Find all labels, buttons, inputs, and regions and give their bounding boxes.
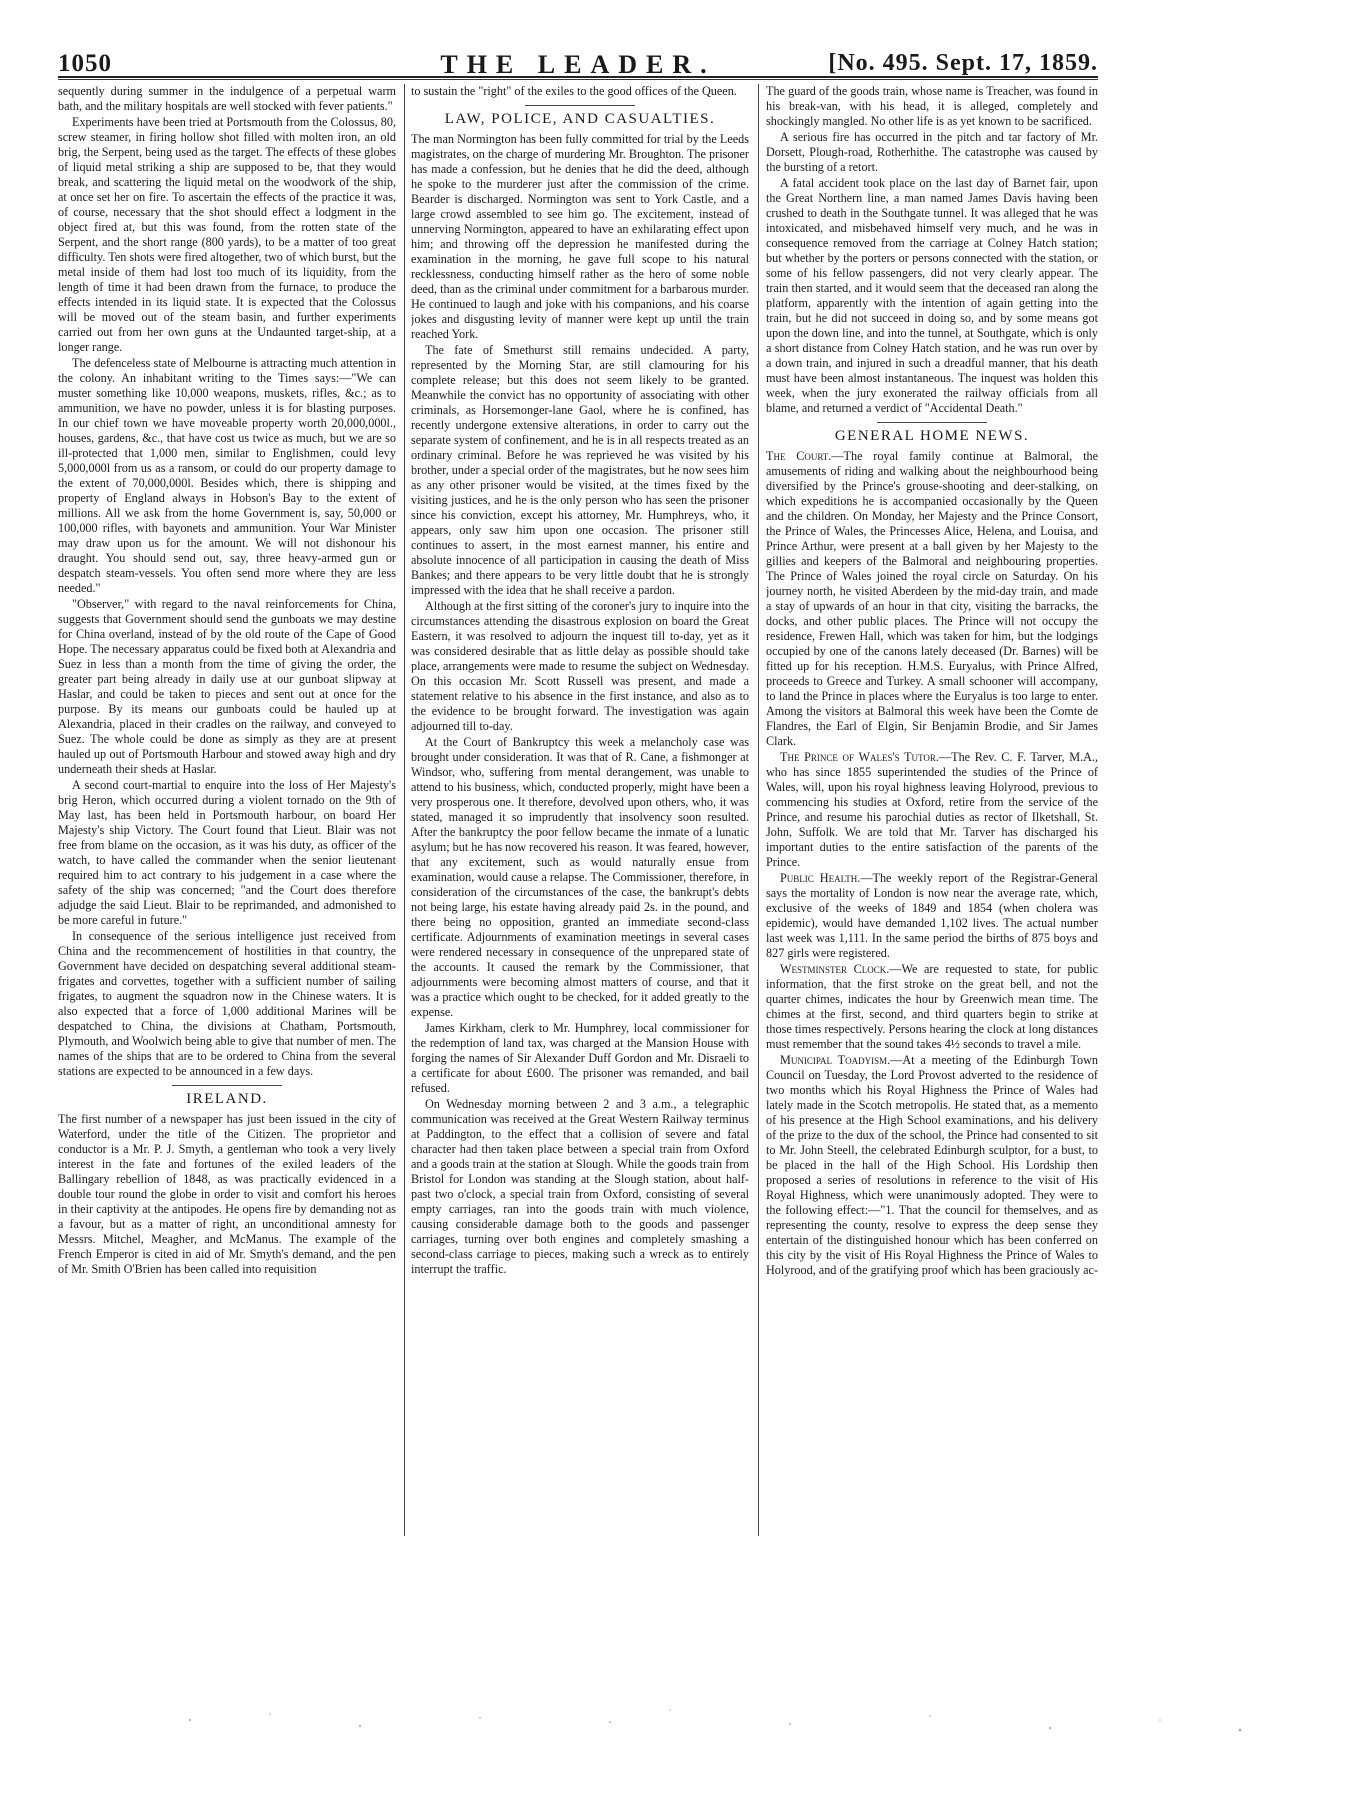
paragraph: "Observer," with regard to the naval reinforcements for China, suggests that Government should send the gunboats we may destine for China overland, instead of by the old route of the Cape of Good Hope. The necessary apparatus could be fixed both at Alexandria and Suez in less than a month from the time of giving the order, the greater part being already in daily use at our gunboat slipway at Haslar, and could be taken to pieces and sent out at once for the purpose. By its means our gunboats could be hauled up at Alexandria, placed in their cradles on the railway, and conveyed to Suez. The whole could be done as simply as they are at present hauled up out of Portsmouth Harbour and stowed away high and dry underneath their sheds at Haslar. — [58, 597, 396, 776]
paragraph: The defenceless state of Melbourne is attracting much attention in the colony. An inhabitant writing to the Times says:—"We can muster something like 10,000 weapons, muskets, rifles, &c.; as to ammunition, we have no powder, unless it is for blasting purposes. In our chief town we have moveable property worth 20,000,000l., houses, gardens, &c., that have cost us twice as much, but we are so ill-protected that 1,000 men, similar to Englishmen, could levy 5,000,000l from us as a ransom, or could do our property damage to the extent of 70,000,000l. Besides which, there is shipping and property of England always in Hobson's Bay to the extent of millions. All we ask from the home Government is, say, 50,000 or 100,000 rifles, with bayonets and ammunition. Your War Minister may draw upon us for the amount. We will not dishonour his draught. You should send out, say, three heavy-armed gun or despatch steam-vessels. You often send more where they are less needed." — [58, 356, 396, 595]
paragraph-body: —We are requested to state, for public information, that the first stroke on the great bell, and not the quarter chimes, indicates the hour by Greenwich mean time. The chimes at the first, second, and third quarters begin to strike at those times respectively. Persons hearing the clock at long distances must remember that the sound takes 4½ seconds to travel a mile. — [766, 962, 1098, 1051]
paragraph: Experiments have been tried at Portsmouth from the Colossus, 80, screw steamer, in firing hollow shot filled with molten iron, an old brig, the Serpent, being used as the target. The effects of these globes of liquid metal striking a ship are supposed to be, that they would break, and scattering the liquid metal on the woodwork of the ship, at once set her on fire. To ascertain the effects of the practice it was, of course, necessary that the shot should effect a lodgment in the object fired at, but this was found, from the rotten state of the Serpent, and the short range (800 yards), to be a matter of too great difficulty. Ten shots were fired altogether, two of which burst, but the metal inside of them had lost too much of its liquidity, from the length of time it had been drawn from the furnace, to produce the effects intended in its liquid state. It is expected that the Colossus will be moved out of the steam basin, and further experiments carried out from her own guns at the Undaunted target-ship, at a longer range. — [58, 115, 396, 354]
paragraph — [766, 1053, 1098, 1278]
column-3 — [766, 84, 1098, 1574]
paragraph: The guard of the goods train, whose name is Treacher, was found in his break-van, with his head, it is alleged, completely and shockingly mangled. No other life is as yet known to be sacrificed. — [766, 84, 1098, 128]
section-rule — [525, 105, 635, 106]
newspaper-title: THE LEADER. — [440, 50, 716, 79]
page-number: 1050 — [58, 50, 112, 77]
scan-noise — [150, 1700, 1300, 1740]
section-rule — [172, 1085, 282, 1086]
paragraph: A second court-martial to enquire into the loss of Her Majesty's brig Heron, which occurred during a violent tornado on the 9th of May last, has been held in Portsmouth harbour, on board Her Majesty's ship Victory. The Court found that Lieut. Blair was not free from blame on the occasion, as it was his duty, as officer of the watch, to have called the commander when the senior lieutenant required him to act contrary to his judgement in a case where the safety of the ship was concerned; "and the Court does therefore adjudge the said Lieut. Blair to be reprimanded, and admonished to be more careful in future." — [58, 778, 396, 927]
paragraph: The first number of a newspaper has just been issued in the city of Waterford, under the title of the Citizen. The proprietor and conductor is a Mr. P. J. Smyth, a gentleman who took a very lively interest in the fate and fortunes of the exiled leaders of the Ballingary rebellion of 1848, as was practically evidenced in a double tour round the globe in order to visit and comfort his heroes in their captivity at the antipodes. He opens fire by demanding not as a favour, but as a matter of right, an unconditional amnesty for Messrs. Mitchel, Meagher, and McManus. The example of the French Emperor is cited in aid of Mr. Smyth's demand, and the pen of Mr. Smith O'Brien has been called into requisition — [58, 1112, 396, 1276]
column-2 — [411, 84, 749, 1574]
paragraph — [766, 962, 1098, 1052]
paragraph-body: —The royal family continue at Balmoral, the amusements of riding and walking about the neighbourhood being diversified by the Prince's grouse-shooting and deer-stalking, on which expeditions he is accompanied occasionally by the Queen and the children. On Monday, her Majesty and the Prince Consort, the Prince of Wales, the Princesses Alice, Helena, and Louisa, and Prince Arthur, were present at a ball given by her Majesty to the gillies and keepers of the Balmoral and neighbouring properties. The Prince of Wales joined the royal circle on Saturday. On his journey north, he visited Aberdeen by the mid-day train, and made a stay of upwards of an hour in that city, visiting the barracks, the docks, and other public places. The Prince will not occupy the residence, Frewen Hall, which was taken for him, but the lodgings occupied by one of the canons lately deceased (Dr. Barnes) will be fitted up for his reception. H.M.S. Euryalus, with Prince Alfred, proceeds to Greece and Turkey. A small schooner will accompany, to land the Prince in places where the Euryalus is too large to enter. Among the visitors at Balmoral this week have been the Comte de Flandres, the Earl of Elgin, Sir Benjamin Brodie, and Sir James Clark. — [766, 449, 1098, 748]
paragraph — [766, 449, 1098, 749]
paragraph: A fatal accident took place on the last day of Barnet fair, upon the Great Northern line, a man named James Davis having been crushed to death in the Southgate tunnel. It was alleged that he was intoxicated, and misbehaved himself very much, and he was in consequence removed from the carriage at Colney Hatch station; but whether by the porters or persons connected with the station, or some of his fellow passengers, did not very clearly appear. The train then started, and it would seem that the deceased ran along the platform, apparently with the intention of again getting into the train, but he did not succeed in doing so, and by some means got upon the down line, and into the tunnel, at Southgate, which is only a short distance from Colney Hatch station, and he was run over by a down train, and injured in such a dreadful manner, that his death must have been almost instantaneous. The inquest was holden this week, when the jury exonerated the railway officials from all blame, and returned a verdict of "Accidental Death." — [766, 176, 1098, 415]
section-heading-ireland: IRELAND. — [186, 1091, 268, 1107]
paragraph-body: —The weekly report of the Registrar-General says the mortality of London is now near the average rate, which, exclusive of the weeks of 1849 and 1854 (when cholera was epidemic), would have demanded 1,102 lives. The actual number last week was 1,111. In the same period the births of 875 boys and 827 girls were registered. — [766, 871, 1098, 960]
section-heading-general-home-news: GENERAL HOME NEWS. — [834, 428, 1030, 444]
paragraph: A serious fire has occurred in the pitch and tar factory of Mr. Dorsett, Plough-road, Rotherhithe. The catastrophe was caused by the bursting of a retort. — [766, 130, 1098, 174]
run-in-heading: Public Health. — [780, 871, 861, 885]
section-heading-law-police: LAW, POLICE, AND CASUALTIES. — [444, 111, 716, 127]
paragraph — [766, 871, 1098, 961]
paragraph: Although at the first sitting of the coroner's jury to inquire into the circumstances attending the disastrous explosion on board the Great Eastern, it was resolved to adjourn the inquest till to-day, yet as it was considered desirable that as little delay as possible should take place, arrangements were made to resume the subject on Wednesday. On this occasion Mr. Scott Russell was present, and made a statement relative to his absence in the first instance, and also as to the evidence to be brought forward. The investigation was again adjourned till to-day. — [411, 599, 749, 733]
paragraph: On Wednesday morning between 2 and 3 a.m., a telegraphic communication was received at the Great Western Railway terminus at Paddington, to the effect that a collision of severe and fatal character had then taken place between a special train from Oxford and a goods train at the station at Slough. While the goods train from Bristol for London was standing at the Slough station, about half-past two o'clock, a special train from Oxford, consisting of several empty carriages, ran into the goods train with much violence, causing considerable damage both to the goods and passenger carriages, turning over both engines and completely smashing a second-class carriage to pieces, making such a wreck as to entirely interrupt the traffic. — [411, 1097, 749, 1276]
column-divider — [404, 84, 405, 1536]
run-in-heading: The Prince of Wales's Tutor. — [780, 750, 939, 764]
masthead — [58, 50, 1098, 78]
issue-date: [No. 495. Sept. 17, 1859. — [828, 50, 1098, 76]
paragraph: sequently during summer in the indulgence of a perpetual warm bath, and the military hospitals are well stocked with fever patients." — [58, 84, 396, 113]
paragraph: to sustain the "right" of the exiles to the good offices of the Queen. — [411, 84, 737, 98]
column-divider — [758, 84, 759, 1536]
paragraph-body: —The Rev. C. F. Tarver, M.A., who has since 1855 superintended the studies of the Prince of Wales, will, upon his royal highness leaving Holyrood, previous to commencing his studies at Oxford, retire from the service of the Prince, and resume his parochial duties as rector of Ilketshall, St. John, Suffolk. We are told that Mr. Tarver has discharged his important duties to the entire satisfaction of the parents of the Prince. — [766, 750, 1098, 869]
paragraph-body: —At a meeting of the Edinburgh Town Council on Tuesday, the Lord Provost adverted to the residence of two months which his Royal Highness the Prince of Wales had lately made in the Scotch metropolis. He stated that, as a memento of his presence at the High School examinations, and his delivery of the prize to the dux of the school, the Prince had consented to sit to Mr. John Steell, the celebrated Edinburgh sculptor, for a bust, to be placed in the hall of the High School. His Lordship then proposed a series of resolutions in reference to the visit of His Royal Highness, which were unanimously adopted. They were to the following effect:—"1. That the council for themselves, and as representing the county, resolve to express the deep sense they entertain of the distinguished honour which has been conferred on this city by the visit of His Royal Highness the Prince of Wales to Holyrood, and of the gratifying proof which has been graciously ac- — [766, 1053, 1098, 1277]
masthead-rule — [58, 79, 1098, 80]
run-in-heading: Municipal Toadyism. — [780, 1053, 891, 1067]
paragraph: In consequence of the serious intelligence just received from China and the recommencement of hostilities in that country, the Government have decided on despatching several additional steam-frigates and corvettes, together with a sufficient number of sailing frigates, to augment the squadron now in the Chinese waters. It is also expected that a force of 1,000 additional Marines will be despatched to China, the divisions at Chatham, Portsmouth, Plymouth, and Woolwich being able to give that number of men. The names of the ships that are to be ordered to China from the several stations are expected to be announced in a few days. — [58, 929, 396, 1078]
section-rule — [877, 422, 987, 423]
paragraph: The man Normington has been fully committed for trial by the Leeds magistrates, on the charge of murdering Mr. Broughton. The prisoner has made a confession, but he denies that he did the deed, although he spoke to the murderer just after the commission of the crime. Bearder is discharged. Normington was sent to York Castle, and a large crowd assembled to see him go. The excitement, instead of unnerving Normington, appeared to have an exhilarating effect upon him; and throwing off the depression he manifested during the examination in the morning, he gave full scope to his natural recklessness, conducting himself rather as the hero of some noble deed, than as the criminal under commitment for a barbarous murder. He continued to laugh and joke with his companions, and his coarse jokes and disgusting levity of manner were kept up until the train reached York. — [411, 132, 749, 341]
paragraph: At the Court of Bankruptcy this week a melancholy case was brought under consideration. It was that of R. Cane, a fishmonger at Windsor, who, suffering from mental derangement, was unable to attend to his business, which, conducted properly, might have been a very prosperous one. It therefore, devolved upon others, who, it was stated, managed it so imprudently that insolvency soon resulted. After the bankruptcy the poor fellow became the inmate of a lunatic asylum; but he has now recovered his reason. It was feared, however, that any excitement, such as would naturally ensue from examination, would cause a relapse. The Commissioner, therefore, in consideration of the circumstances of the case, the bankrupt's debts not being large, his estate having already paid 2s. in the pound, and there being no opposition, granted an immediate second-class certificate. Adjournments of examination meetings in several cases were rendered necessary in consequence of the unprepared state of the accounts. It caused the remark by the Commissioner, that adjournments were becoming almost matters of course, and that it was a practice which ought to be checked, for it added greatly to the expense. — [411, 735, 749, 1019]
paragraph: The fate of Smethurst still remains undecided. A party, represented by the Morning Star, are still clamouring for his complete release; but this does not seem likely to be granted. Meanwhile the convict has no opportunity of associating with other criminals, as Horsemonger-lane Gaol, where he is confined, has recently undergone extensive alterations, in order to carry out the separate system of confinement, and he is in all respects treated as an ordinary criminal. Before he was reprieved he was visited by his brother, under a special order of the magistrates, but he now sees him as any other prisoner would be visited, at the times fixed by the visiting justices, and he is the only person who has seen the prisoner since his conviction, except his attorney, Mr. Humphreys, who, it appears, only saw him upon one occasion. The prisoner still continues to assert, in the most earnest manner, his entire and absolute innocence of all participation in causing the death of Miss Bankes; and there appears to be very little doubt that he is strongly impressed with the idea that he shall receive a pardon. — [411, 343, 749, 597]
column-1 — [58, 84, 396, 1574]
run-in-heading: Westminster Clock. — [780, 962, 890, 976]
paragraph — [766, 750, 1098, 870]
paragraph: James Kirkham, clerk to Mr. Humphrey, local commissioner for the redemption of land tax, was charged at the Mansion House with forging the names of Sir Alexander Duff Gordon and Mr. Disraeli to a certificate for about £600. The prisoner was remanded, and bail refused. — [411, 1021, 749, 1095]
run-in-heading: The Court. — [766, 449, 832, 463]
